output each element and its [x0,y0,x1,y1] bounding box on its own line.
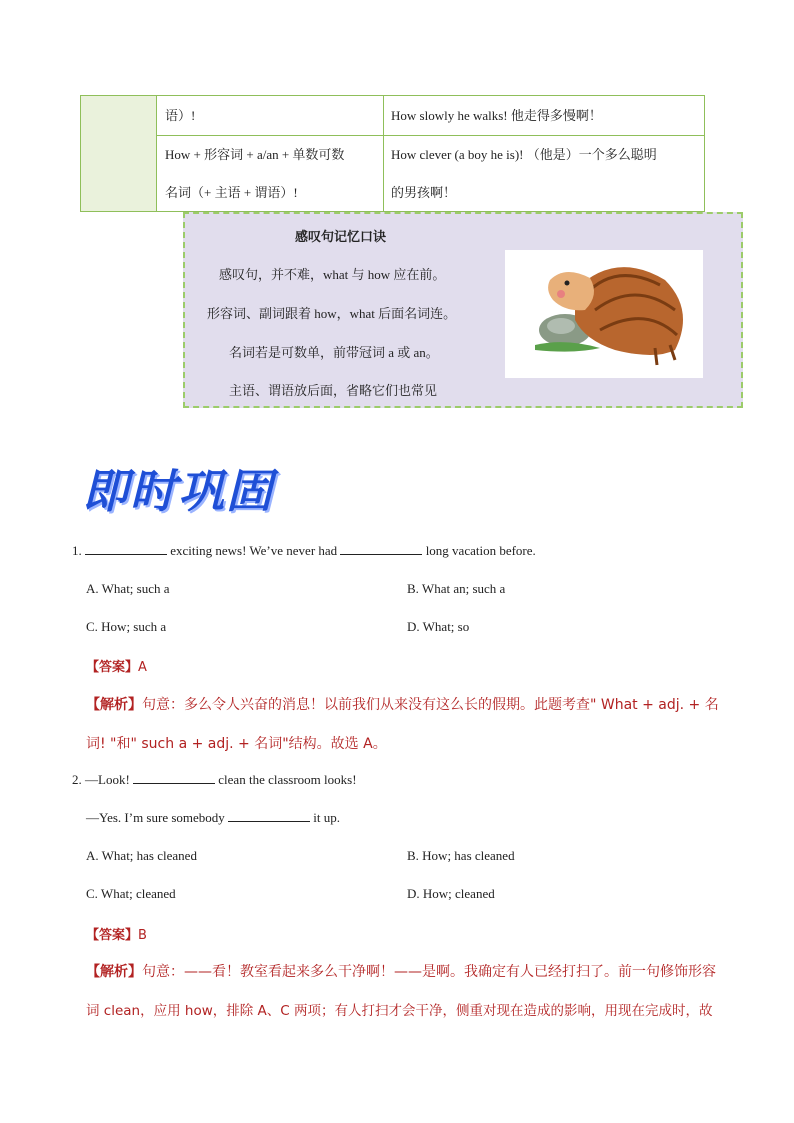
answer-line [86,656,147,675]
table-cell-line: How clever (a boy he is)! （他是）一个多么聪明 [391,147,657,162]
option-a: A. What; such a [86,581,170,596]
mnemonic-line: 形容词、副词跟着 how，what 后面名词连。 [207,306,457,321]
option-d: D. What; so [407,619,470,634]
question-text: —Yes. I’m sure somebody [86,810,225,825]
question-text: long vacation before. [425,543,536,558]
option-b: B. What an; such a [407,581,506,596]
table-cell-line: 名词（+ 主语 + 谓语）! [165,185,298,200]
table-cell-line: How + 形容词 + a/an + 单数可数 [165,147,345,162]
answer-line [86,924,147,943]
mnemonic-line: 感叹句，并不难，what 与 how 应在前。 [219,267,446,282]
hedgehog-illustration [505,250,703,378]
question-text: clean the classroom looks! [218,772,357,787]
explanation-line [86,961,716,981]
table-cell [165,136,344,212]
section-heading: 即时巩固 [82,464,274,518]
answer-value: A [138,660,147,675]
mnemonic-line: 名词若是可数单，前带冠词 a 或 an。 [229,345,439,360]
table-divider [383,96,384,211]
answer-blank [228,810,310,822]
grammar-table [80,95,705,212]
answer-blank [340,543,422,555]
answer-blank [133,772,215,784]
question-2-line-2 [86,810,340,826]
option-c: C. What; cleaned [86,886,176,901]
explanation-line: 词 clean，应用 how，排除 A、C 两项；有人打扫才会干净，侧重对现在造成的影响，用现在完成时，故 [86,1003,713,1019]
answer-tag: 【答案】 [86,660,139,675]
question-1 [72,543,536,559]
explanation-text: 句意：多么令人兴奋的消息！以前我们从来没有这么长的假期。此题考查" What + adj. + 名 [142,697,719,713]
option-b: B. How; has cleaned [407,848,515,863]
table-label-cell [81,96,157,211]
question-text: it up. [313,810,341,825]
explanation-tag: 【解析】 [86,964,142,980]
question-number: 2. [72,772,82,787]
table-cell-line: 的男孩啊！ [391,185,457,200]
table-cell: 语）! [165,108,196,123]
question-text: —Look! [85,772,130,787]
explanation-line: 词! "和" such a + adj. + 名词"结构。故选 A。 [86,736,387,752]
question-2 [72,772,357,788]
answer-tag: 【答案】 [86,928,139,943]
option-c: C. How; such a [86,619,167,634]
table-cell: How slowly he walks! 他走得多慢啊！ [391,108,602,123]
table-cell [391,136,657,212]
mnemonic-box [183,212,743,408]
option-d: D. How; cleaned [407,886,495,901]
question-number: 1. [72,543,82,558]
answer-blank [85,543,167,555]
explanation-tag: 【解析】 [86,697,142,713]
question-text: exciting news! We’ve never had [170,543,338,558]
mnemonic-title: 感叹句记忆口诀 [295,230,387,245]
answer-value: B [138,928,147,943]
option-a: A. What; has cleaned [86,848,197,863]
explanation-text: 句意：——看！教室看起来多么干净啊！——是啊。我确定有人已经打扫了。前一句修饰形容 [142,964,716,980]
explanation-line [86,694,719,714]
mnemonic-line: 主语、谓语放后面，省略它们也常见 [229,383,438,398]
